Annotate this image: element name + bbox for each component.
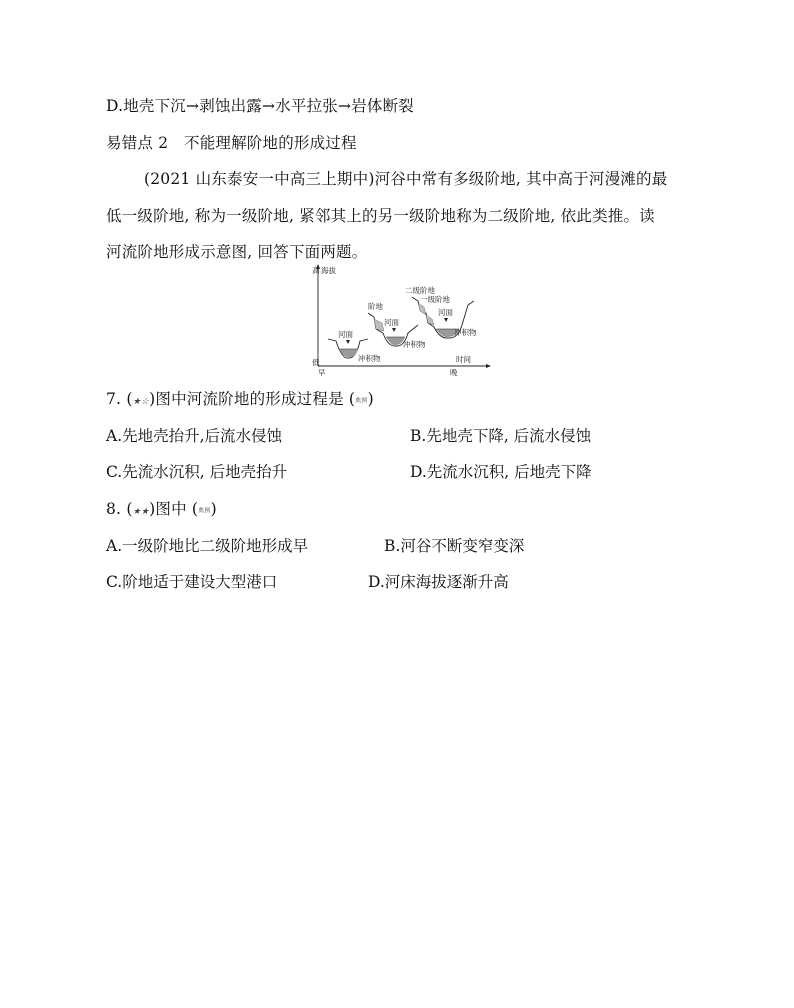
x-axis-arrow <box>486 364 491 368</box>
q7-prefix: 7. ( <box>106 390 133 408</box>
stage3-terrace1-label: 一级阶地 <box>420 295 450 304</box>
section-title: 易错点 2 不能理解阶地的形成过程 <box>106 134 357 152</box>
q8-prefix: 8. ( <box>106 500 133 518</box>
stage2-river-label: 河面 <box>384 318 399 327</box>
intro-line-2: 低一级阶地, 称为一级阶地, 紧邻其上的另一级阶地称为二级阶地, 依此类推。读 <box>106 207 655 225</box>
stage-2 <box>368 301 426 349</box>
q8-stem <box>106 497 217 519</box>
q7-stars: ★☆ <box>132 397 150 407</box>
q7-option-b[interactable]: B.先地壳下降, 后流水侵蚀 <box>410 427 592 445</box>
stage-1 <box>328 330 381 363</box>
stage3-river-label: 河面 <box>438 308 453 317</box>
stage1-river-label: 河面 <box>338 330 353 339</box>
q8-option-d[interactable]: D.河床海拔逐渐升高 <box>368 573 509 591</box>
q7-option-c[interactable]: C.先流水沉积, 后地壳抬升 <box>106 463 288 481</box>
q7-stem-text: )图中河流阶地的形成过程是 ( <box>149 390 356 408</box>
q8-stars: ★★ <box>132 507 150 517</box>
stage3-terrace2-label: 二级阶地 <box>405 286 435 295</box>
x-left-label: 早 <box>318 368 326 377</box>
q7-option-d[interactable]: D.先流水沉积, 后地壳下降 <box>410 463 592 481</box>
river-terrace-diagram <box>308 261 498 379</box>
intro-line-3: 河流阶地形成示意图, 回答下面两题。 <box>106 243 368 261</box>
stage1-sediment-label: 冲积物 <box>358 354 381 363</box>
q8-option-b[interactable]: B.河谷不断变窄变深 <box>384 537 525 555</box>
y-bottom-label: 低 <box>312 358 320 367</box>
q8-tag: 典例 <box>198 507 211 515</box>
q7-option-a[interactable]: A.先地壳抬升,后流水侵蚀 <box>106 427 283 445</box>
q7-tag: 典例 <box>355 397 368 405</box>
stage-3 <box>405 285 477 338</box>
y-top-label: 高 <box>312 266 320 275</box>
stage2-sediment-label: 冲积物 <box>403 340 426 349</box>
q8-option-a[interactable]: A.一级阶地比二级阶地形成早 <box>106 537 309 555</box>
x-axis-label: 时间 <box>456 355 471 364</box>
q8-stem-text: )图中 ( <box>149 500 199 518</box>
q8-option-c[interactable]: C.阶地适于建设大型港口 <box>106 573 278 591</box>
q8-stem-end: ) <box>210 500 217 518</box>
q7-stem <box>106 387 374 409</box>
q7-stem-end: ) <box>367 390 374 408</box>
stage2-terrace-label: 阶地 <box>368 302 383 311</box>
x-right-label: 晚 <box>450 368 458 377</box>
stage3-sediment-label: 冲积物 <box>454 328 477 337</box>
intro-line-1: (2021 山东泰安一中高三上期中)河谷中常有多级阶地, 其中高于河漫滩的最 <box>144 170 668 188</box>
previous-option-d: D.地壳下沉→剥蚀出露→水平拉张→岩体断裂 <box>106 97 414 115</box>
y-axis-label: 海拔 <box>321 266 336 275</box>
